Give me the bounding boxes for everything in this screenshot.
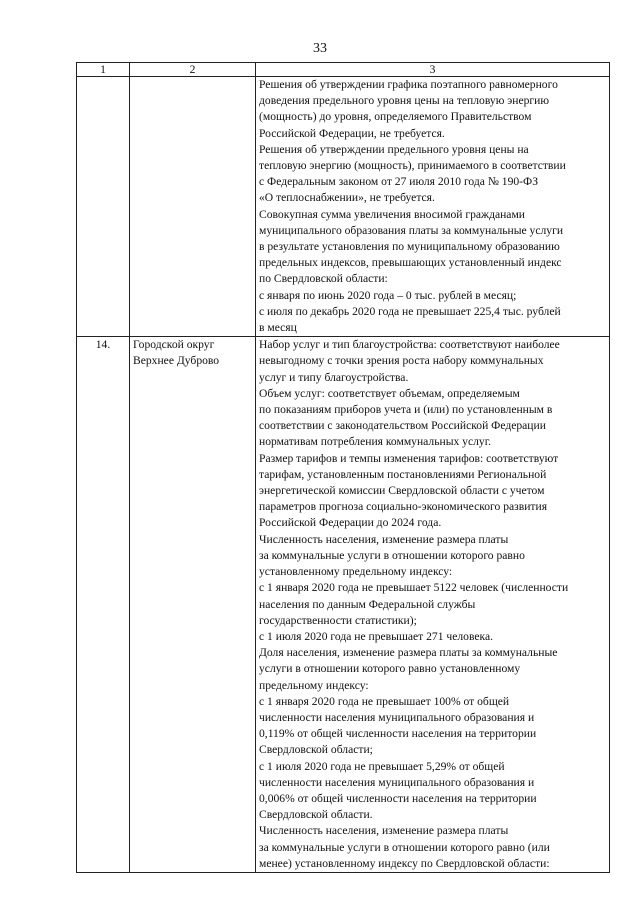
text-line: Городской округ bbox=[133, 338, 215, 352]
text-line: Доля населения, изменение размера платы за коммунальные bbox=[259, 646, 558, 660]
text-line: предельному индексу: bbox=[259, 678, 369, 692]
conditions-text bbox=[256, 337, 610, 873]
table-row-continuation bbox=[77, 77, 610, 337]
text-line: доведения предельного уровня цены на тепловую энергию bbox=[259, 94, 550, 108]
conditions-text bbox=[256, 77, 610, 337]
text-line: с января по июнь 2020 года – 0 тыс. рублей в месяц; bbox=[259, 288, 517, 302]
text-line: Совокупная сумма увеличения вносимой гражданами bbox=[259, 207, 525, 221]
text-line: с 1 января 2020 года не превышает 100% от общей bbox=[259, 694, 510, 708]
header-col-2: 2 bbox=[130, 63, 256, 77]
text-line: Решения об утверждении предельного уровня цены на bbox=[259, 142, 529, 156]
tariff-table bbox=[76, 62, 610, 873]
text-line: по Свердловской области: bbox=[259, 272, 388, 286]
row-number bbox=[77, 77, 130, 337]
text-line: тарифам, установленным постановлениями Региональной bbox=[259, 467, 547, 481]
text-line: менее) установленному индексу по Свердловской области: bbox=[259, 856, 550, 870]
text-line: 0,006% от общей численности населения на территории bbox=[259, 791, 537, 805]
text-line: Объем услуг: соответствует объемам, определяемым bbox=[259, 386, 520, 400]
table-row-14 bbox=[77, 337, 610, 873]
text-line: муниципального образования платы за коммунальные услуги bbox=[259, 223, 564, 237]
text-line: с 1 июля 2020 года не превышает 5,29% от общей bbox=[259, 759, 505, 773]
text-line: численности населения муниципального образования и bbox=[259, 710, 535, 724]
text-line: нормативам потребления коммунальных услуг. bbox=[259, 435, 492, 449]
text-line: соответствии с законодательством Российской Федерации bbox=[259, 419, 546, 433]
table-header-row bbox=[77, 63, 610, 77]
text-line: услуги в отношении которого равно установленному bbox=[259, 662, 521, 676]
text-line: невыгодному с точки зрения роста набору коммунальных bbox=[259, 354, 544, 368]
text-line: с 1 января 2020 года не превышает 5122 человек (численности bbox=[259, 581, 569, 595]
text-line: с 1 июля 2020 года не превышает 271 человека. bbox=[259, 629, 494, 643]
text-line: Свердловской области; bbox=[259, 743, 373, 757]
text-line: Решения об утверждении графика поэтапного равномерного bbox=[259, 78, 558, 91]
text-line: в результате установления по муниципальному образованию bbox=[259, 240, 560, 254]
text-line: 0,119% от общей численности населения на территории bbox=[259, 727, 537, 741]
text-line: численности населения муниципального образования и bbox=[259, 775, 535, 789]
text-line: по показаниям приборов учета и (или) по установленным в bbox=[259, 403, 553, 417]
text-line: Набор услуг и тип благоустройства: соответствуют наиболее bbox=[259, 338, 560, 352]
text-line: Верхнее Дуброво bbox=[133, 354, 220, 368]
text-line: предельных индексов, превышающих установленный индекс bbox=[259, 256, 562, 270]
text-line: Российской Федерации, не требуется. bbox=[259, 126, 445, 140]
text-line: энергетической комиссии Свердловской области с учетом bbox=[259, 484, 545, 498]
text-line: в месяц bbox=[259, 321, 297, 335]
text-line: параметров прогноза социально-экономического развития bbox=[259, 500, 548, 514]
header-col-1: 1 bbox=[77, 63, 130, 77]
text-line: Свердловской области. bbox=[259, 808, 373, 822]
text-line: Российской Федерации до 2024 года. bbox=[259, 516, 442, 530]
text-line: тепловую энергию (мощность), принимаемого в соответствии bbox=[259, 159, 566, 173]
municipality-name bbox=[130, 77, 256, 337]
text-line: услуг и типу благоустройства. bbox=[259, 370, 409, 384]
text-line: с июля по декабрь 2020 года не превышает 225,4 тыс. рублей bbox=[259, 304, 561, 318]
text-line: (мощность) до уровня, определяемого Правительством bbox=[259, 110, 532, 124]
text-line: за коммунальные услуги в отношении которого равно (или bbox=[259, 840, 550, 854]
text-line: установленному предельному индексу: bbox=[259, 565, 453, 579]
text-line: Численность населения, изменение размера платы bbox=[259, 532, 509, 546]
municipality-name bbox=[130, 337, 256, 873]
text-line: «О теплоснабжении», не требуется. bbox=[259, 191, 435, 205]
page-number: 33 bbox=[313, 41, 327, 56]
text-line: Размер тарифов и темпы изменения тарифов: соответствуют bbox=[259, 451, 559, 465]
row-number: 14. bbox=[77, 337, 130, 873]
text-line: населения по данным Федеральной службы bbox=[259, 597, 476, 611]
text-line: с Федеральным законом от 27 июля 2010 года № 190-ФЗ bbox=[259, 175, 539, 189]
header-col-3: 3 bbox=[256, 63, 610, 77]
text-line: Численность населения, изменение размера платы bbox=[259, 824, 509, 838]
text-line: за коммунальные услуги в отношении которого равно bbox=[259, 548, 525, 562]
text-line: государственности статистики); bbox=[259, 613, 417, 627]
